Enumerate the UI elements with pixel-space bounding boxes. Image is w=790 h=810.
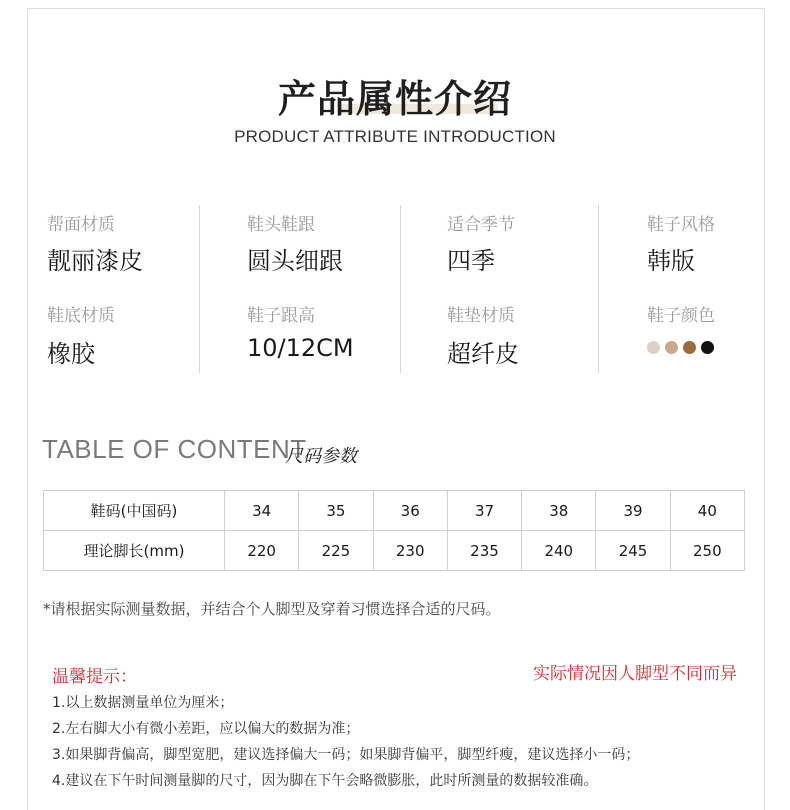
table-cell: 39 [596,491,670,531]
color-swatch-beige[interactable] [647,341,660,354]
table-cell: 230 [373,531,447,571]
column-divider [400,205,401,373]
table-cell: 40 [670,491,744,531]
attr-label-upper-material: 帮面材质 [47,215,115,235]
tips-list [52,690,639,794]
list-item: 1.以上数据测量单位为厘米； [52,695,234,711]
row-header-foot-length: 理论脚长(mm) [44,531,225,571]
attr-value-upper-material: 靓丽漆皮 [47,247,143,275]
attr-label-colors: 鞋子颜色 [647,306,715,326]
table-cell: 36 [373,491,447,531]
attr-value-sole-material: 橡胶 [47,340,95,368]
table-cell: 38 [522,491,596,531]
attr-value-heel-height: 10/12CM [247,334,354,362]
attr-label-heel-height: 鞋子跟高 [247,306,315,326]
attr-label-insole-material: 鞋垫材质 [447,306,515,326]
attr-column-1 [47,205,247,373]
attr-column-3 [447,205,647,373]
page-title: 产品属性介绍 [277,77,512,121]
color-swatches [647,341,719,355]
attr-column-2 [247,205,447,373]
list-item: 4.建议在下午时间测量脚的尺寸，因为脚在下午会略微膨胀，此时所测量的数据较准确。 [52,773,598,789]
list-item: 2.左右脚大小有微小差距，应以偏大的数据为准； [52,721,360,737]
attr-label-season: 适合季节 [447,215,515,235]
table-cell: 220 [225,531,299,571]
color-swatch-black[interactable] [701,341,714,354]
color-swatch-brown[interactable] [683,341,696,354]
table-cell: 245 [596,531,670,571]
table-row [44,491,745,531]
toc-subheading: 尺码参数 [285,446,357,467]
attr-label-toe-heel: 鞋头鞋跟 [247,215,315,235]
table-cell: 37 [447,491,521,531]
table-cell: 225 [299,531,373,571]
row-header-shoe-size: 鞋码(中国码) [44,491,225,531]
size-note: *请根据实际测量数据，并结合个人脚型及穿着习惯选择合适的尺码。 [43,600,501,618]
attr-value-season: 四季 [447,247,495,275]
attr-column-4 [647,205,790,373]
tips-title: 温馨提示： [52,667,137,687]
table-cell: 34 [225,491,299,531]
table-row [44,531,745,571]
attr-value-toe-heel: 圆头细跟 [247,247,343,275]
column-divider [598,205,599,373]
attr-label-style: 鞋子风格 [647,215,715,235]
attr-value-style: 韩版 [647,247,695,275]
color-swatch-tan[interactable] [665,341,678,354]
attr-label-sole-material: 鞋底材质 [47,306,115,326]
table-cell: 240 [522,531,596,571]
size-table [43,490,745,571]
toc-heading: TABLE OF CONTENT [42,434,307,464]
tips-right-note: 实际情况因人脚型不同而异 [533,664,737,684]
attr-value-insole-material: 超纤皮 [447,340,519,368]
table-cell: 235 [447,531,521,571]
list-item: 3.如果脚背偏高，脚型宽肥，建议选择偏大一码；如果脚背偏平，脚型纤瘦，建议选择小一码； [52,747,640,763]
table-cell: 250 [670,531,744,571]
table-cell: 35 [299,491,373,531]
column-divider [199,205,200,373]
page-subtitle: PRODUCT ATTRIBUTE INTRODUCTION [234,127,556,146]
